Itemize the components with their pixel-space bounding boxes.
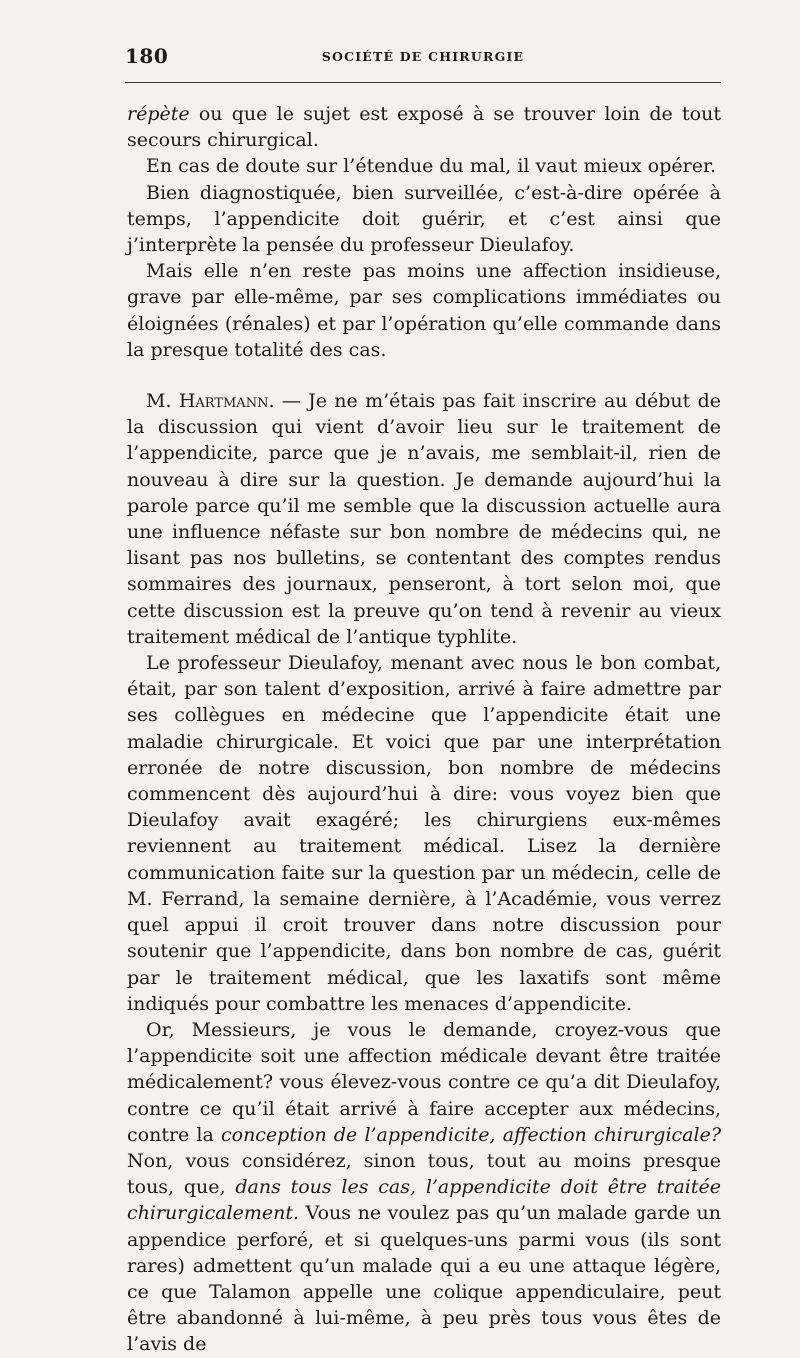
italic-word: répète	[127, 103, 190, 125]
paragraph: Mais elle n’en reste pas moins une affection insidieuse, grave par elle-même, par ses complications immédiates ou éloignées (rénales) et par l’opération qu’elle commande dans la presque totalité des cas.	[127, 260, 721, 361]
paragraph-text: Vous ne voulez pas qu’un malade garde un appendice perforé, et si quelques-uns parmi vous (ils sont rares) admettent qu’un malade qui a eu une attaque légère, ce que Talamon appelle une colique appendiculaire, peut être abandonné à lui-même, à peu près tous vous êtes de l’avis de	[127, 1202, 721, 1356]
speaker-name: Hartmann	[178, 390, 269, 413]
page-number: 180	[125, 44, 169, 68]
italic-phrase: dans tous les cas, l’appendicite doit être traitée chirurgicalement.	[127, 1176, 721, 1225]
running-title: SOCIÉTÉ DE CHIRURGIE	[321, 49, 525, 64]
paragraph-text: Or, Messieurs, je vous le demande, croyez-vous que l’appendicite soit une affection médicale devant être traitée médicalement? vous élevez-vous contre ce qu’a dit Dieulafoy, contre ce qu’il était arrivé à faire accepter aux médecins, contre la	[127, 1018, 721, 1146]
paragraph-text: Non, vous considérez, sinon tous, tout au moins presque tous, que,	[127, 1149, 721, 1199]
speaker-prefix: M.	[146, 390, 179, 413]
header-rule	[125, 82, 721, 83]
paragraph-continued	[127, 101, 721, 153]
italic-phrase: conception de l’appendicite, affection chirurgicale?	[220, 1123, 721, 1146]
paragraph-text: ou que le sujet est exposé à se trouver loin de tout secours chirurgical.	[127, 103, 721, 152]
page-header	[125, 44, 721, 74]
paragraph: En cas de doute sur l’étendue du mal, il vaut mieux opérer.	[146, 155, 717, 178]
body-text	[127, 101, 721, 1358]
paragraph-speaker	[127, 388, 721, 650]
paragraph	[127, 1017, 721, 1358]
paragraph: Le professeur Dieulafoy, menant avec nous le bon combat, était, par son talent d’exposition, arrivé à faire admettre par ses collègues en médecine que l’appendicite était une maladie chirurgicale. Et voici que par une interprétation erronée de notre discussion, bon nombre de médecins commencent dès aujourd’hui à dire: vous voyez bien que Dieulafoy avait exagéré; les chirurgiens eux-mêmes reviennent au traitement médical. Lisez la dernière communication faite sur la question par un médecin, celle de M. Ferrand, la semaine dernière, à l’Académie, vous verrez quel appui il croit trouver dans notre discussion pour soutenir que l’appendicite, dans bon nombre de cas, guérit par le traitement médical, que les laxatifs sont même indiqués pour combattre les menaces d’appendicite.	[127, 652, 721, 1015]
paragraph: Bien diagnostiquée, bien surveillée, c’est-à-dire opérée à temps, l’appendicite doit guérir, et c’est ainsi que j’interprète la pensée du professeur Dieulafoy.	[127, 181, 721, 257]
paragraph-text: . — Je ne m’étais pas fait inscrire au début de la discussion qui vient d’avoir lieu sur le traitement de l’appendicite, parce que je n’avais, me semblait-il, rien de nouveau à dire sur la question. Je demande aujourd’hui la parole parce qu’il me semble que la discussion actuelle aura une influence néfaste sur bon nombre de médecins qui, ne lisant pas nos bulletins, se contentant des comptes rendus sommaires des journaux, penseront, à tort selon moi, que cette discussion est la preuve qu’on tend à revenir au vieux traitement médical de l’antique typhlite.	[127, 390, 721, 648]
